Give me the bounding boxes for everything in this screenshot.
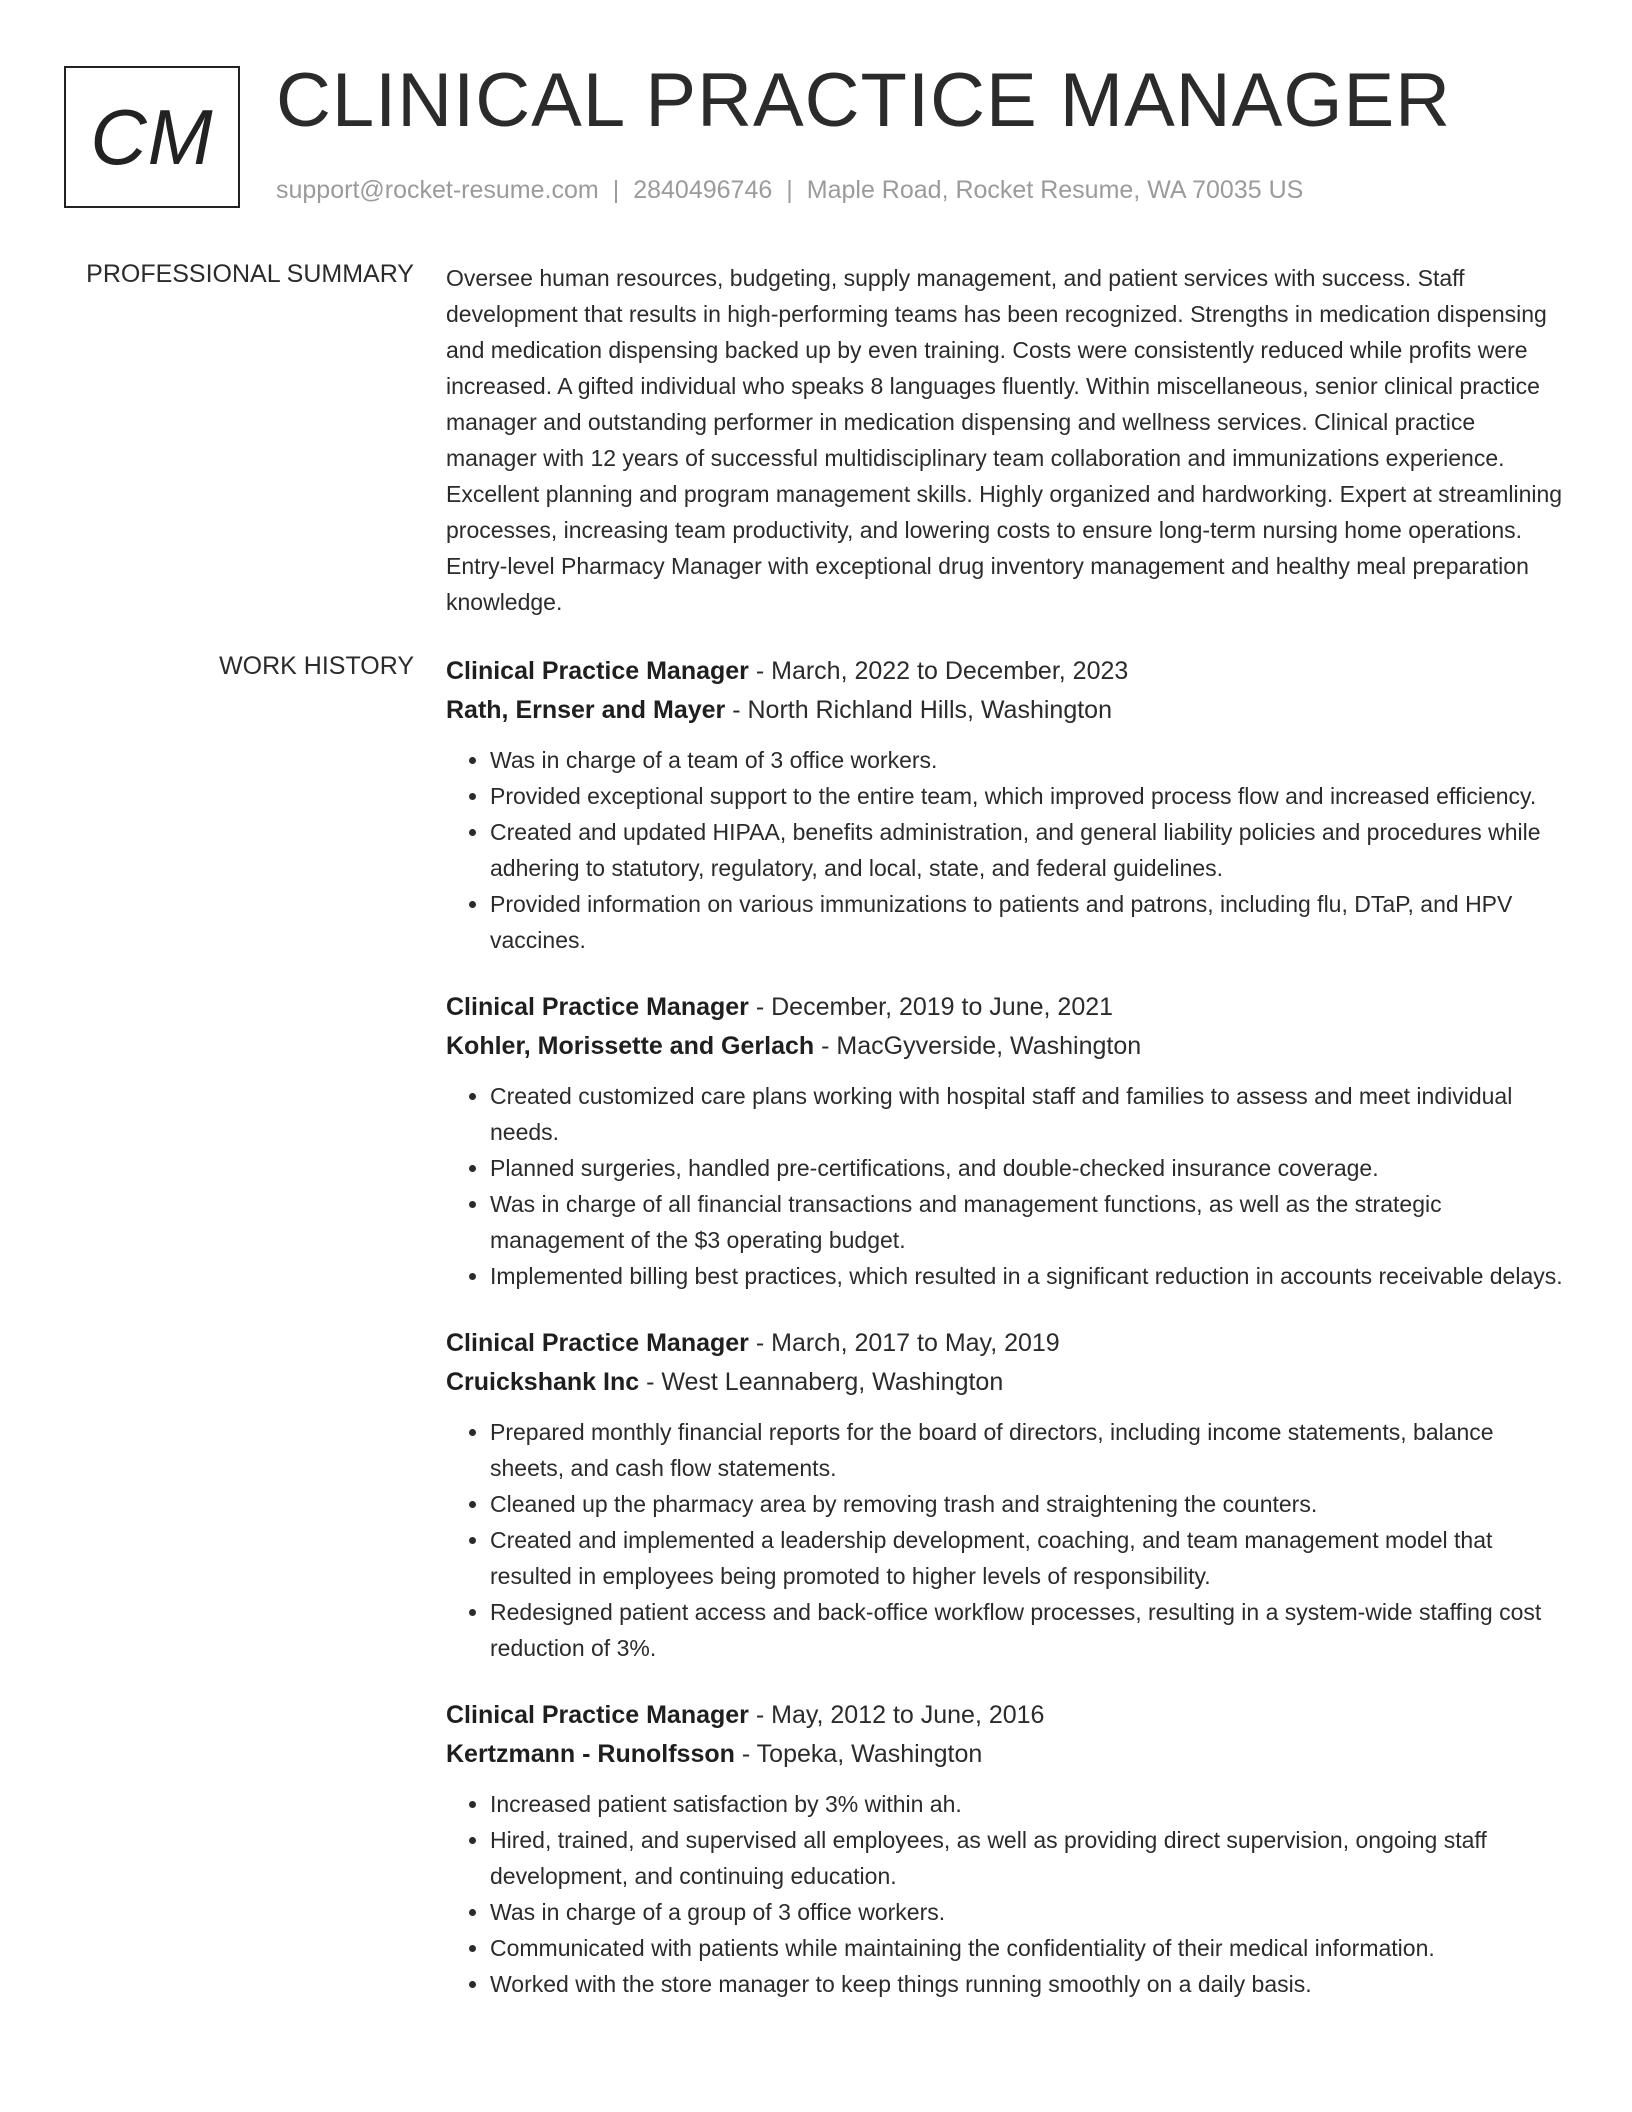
job-title-line — [446, 652, 1566, 691]
job-title: Clinical Practice Manager — [446, 1701, 749, 1729]
job-bullet: • Redesigned patient access and back-office workflow processes, resulting in a system-wide staffing cost reduction of 3%. — [490, 1594, 1566, 1666]
job-bullets — [446, 742, 1566, 958]
job-company-line — [446, 1027, 1566, 1066]
job-bullets — [446, 1786, 1566, 2002]
job-bullet: • Was in charge of a group of 3 office workers. — [490, 1894, 1566, 1930]
contact-email: support@rocket-resume.com — [276, 176, 599, 204]
work-section-label: WORK HISTORY — [219, 652, 414, 680]
job-bullet: • Was in charge of a team of 3 office workers. — [490, 742, 1566, 778]
job-bullet: • Implemented billing best practices, which resulted in a significant reduction in accounts receivable delays. — [490, 1258, 1566, 1294]
job-bullets — [446, 1414, 1566, 1666]
contact-separator: | — [786, 176, 793, 204]
job-entry — [446, 1324, 1566, 1666]
job-entry — [446, 652, 1566, 958]
job-title: Clinical Practice Manager — [446, 657, 749, 685]
job-company: Rath, Ernser and Mayer — [446, 696, 726, 724]
job-location: - West Leannaberg, Washington — [639, 1368, 1004, 1396]
job-bullet: • Created and implemented a leadership development, coaching, and team management model that resulted in employees being promoted to higher levels of responsibility. — [490, 1522, 1566, 1594]
job-bullet: • Cleaned up the pharmacy area by removing trash and straightening the counters. — [490, 1486, 1566, 1522]
job-bullet: • Was in charge of all financial transactions and management functions, as well as the strategic management of the $3 operating budget. — [490, 1186, 1566, 1258]
job-location: - Topeka, Washington — [734, 1740, 983, 1768]
job-dates: - March, 2022 to December, 2023 — [748, 657, 1129, 685]
work-history — [446, 652, 1566, 2032]
job-location: - MacGyverside, Washington — [814, 1032, 1142, 1060]
job-bullet: • Created customized care plans working with hospital staff and families to assess and meet individual needs. — [490, 1078, 1566, 1150]
job-bullet: • Provided information on various immunizations to patients and patrons, including flu, DTaP, and HPV vaccines. — [490, 886, 1566, 958]
job-company-line — [446, 1363, 1566, 1402]
job-title: Clinical Practice Manager — [446, 993, 749, 1021]
job-company-line — [446, 691, 1566, 730]
job-bullet: • Planned surgeries, handled pre-certifications, and double-checked insurance coverage. — [490, 1150, 1566, 1186]
job-company: Kohler, Morissette and Gerlach — [446, 1032, 815, 1060]
job-company-line — [446, 1735, 1566, 1774]
job-title-line — [446, 1324, 1566, 1363]
job-company: Kertzmann - Runolfsson — [446, 1740, 735, 1768]
summary-text: Oversee human resources, budgeting, supply management, and patient services with success. Staff development that results in high-performing teams has been recognized. Strengths in medication dispensing and medication dispensing backed up by even training. Costs were consistently reduced while profits were increased. A gifted individual who speaks 8 languages fluently. Within miscellaneous, senior clinical practice manager and outstanding performer in medication dispensing and wellness services. Clinical practice manager with 12 years of successful multidisciplinary team collaboration and immunizations experience. Excellent planning and program management skills. Highly organized and hardworking. Expert at streamlining processes, increasing team productivity, and lowering costs to ensure long-term nursing home operations. Entry-level Pharmacy Manager with exceptional drug inventory management and healthy meal preparation knowledge. — [446, 265, 1563, 615]
job-dates: - March, 2017 to May, 2019 — [748, 1329, 1060, 1357]
job-company: Cruickshank Inc — [446, 1368, 640, 1396]
job-location: - North Richland Hills, Washington — [725, 696, 1112, 724]
page-title: CLINICAL PRACTICE MANAGER — [276, 58, 1452, 143]
job-bullet: • Worked with the store manager to keep things running smoothly on a daily basis. — [490, 1966, 1566, 2002]
job-entry — [446, 988, 1566, 1294]
job-bullet: • Communicated with patients while maintaining the confidentiality of their medical information. — [490, 1930, 1566, 1966]
job-dates: - December, 2019 to June, 2021 — [748, 993, 1114, 1021]
job-bullet: • Provided exceptional support to the entire team, which improved process flow and increased efficiency. — [490, 778, 1566, 814]
job-bullet: • Increased patient satisfaction by 3% within ah. — [490, 1786, 1566, 1822]
monogram — [64, 66, 240, 208]
job-entry — [446, 1696, 1566, 2002]
monogram-initials: CM — [90, 92, 214, 181]
job-title-line — [446, 988, 1566, 1027]
contact-separator: | — [612, 176, 620, 204]
job-bullet: • Hired, trained, and supervised all employees, as well as providing direct supervision, ongoing staff development, and continuing education. — [490, 1822, 1566, 1894]
job-title-line — [446, 1696, 1566, 1735]
contact-phone: 2840496746 — [633, 176, 773, 204]
job-bullet: • Prepared monthly financial reports for the board of directors, including income statements, balance sheets, and cash flow statements. — [490, 1414, 1566, 1486]
job-bullets — [446, 1078, 1566, 1294]
job-dates: - May, 2012 to June, 2016 — [748, 1701, 1045, 1729]
job-title: Clinical Practice Manager — [446, 1329, 749, 1357]
contact-line — [276, 174, 1303, 206]
job-bullet: • Created and updated HIPAA, benefits administration, and general liability policies and procedures while adhering to statutory, regulatory, and local, state, and federal guidelines. — [490, 814, 1566, 886]
summary-section-label: PROFESSIONAL SUMMARY — [86, 260, 414, 288]
contact-address: Maple Road, Rocket Resume, WA 70035 US — [806, 176, 1304, 204]
